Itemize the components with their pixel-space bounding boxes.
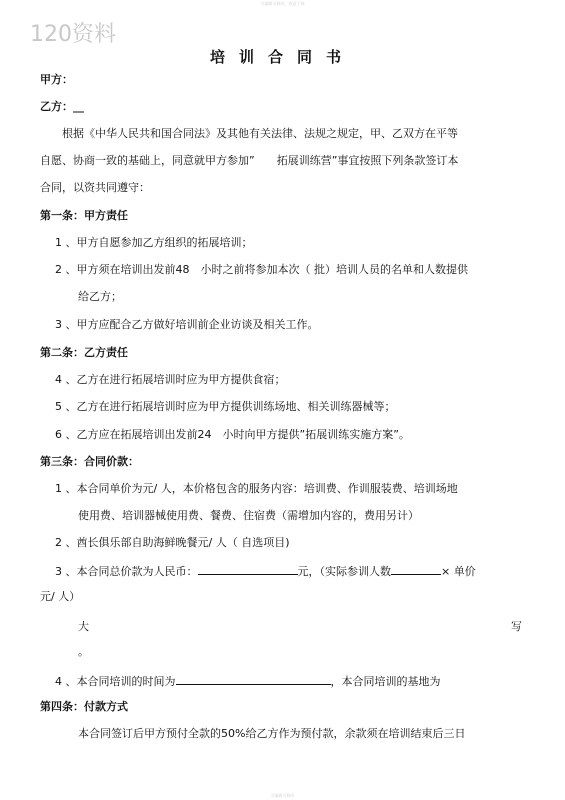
training-time-label: 4 、本合同培训的时间为 <box>55 675 176 688</box>
article-2-item-4: 4 、乙方在进行拓展培训时应为甲方提供食宿； <box>55 373 286 386</box>
article-1-item-2: 2 、甲方须在培训出发前48 小时之前将参加本次（ 批）培训人员的名单和人数提供 <box>55 263 468 276</box>
article-4-heading: 第四条：付款方式 <box>40 700 128 713</box>
article-3-item-1: 1 、本合同单价为元/ 人，本价格包含的服务内容：培训费、作训服装费、培训场地 <box>55 482 458 495</box>
amount-in-words-line <box>78 618 522 634</box>
participants-label: 元，（实际参训人数 <box>297 565 391 578</box>
party-a-label: 甲方： <box>40 73 73 86</box>
article-3-item-2: 2 、酋长俱乐部自助海鲜晚餐元/ 人（ 自选项目) <box>55 536 290 549</box>
bottom-note: 可编辑可修改 <box>270 793 295 798</box>
article-2-heading: 第二条：乙方责任 <box>40 346 128 359</box>
article-1-item-3: 3 、甲方应配合乙方做好培训前企业访谈及相关工作。 <box>55 318 319 331</box>
article-2-item-5: 5 、乙方在进行拓展培训时应为甲方提供训练场地、相关训练器械等； <box>55 400 396 413</box>
training-time-blank <box>176 673 331 685</box>
article-1-item-1: 1 、甲方自愿参加乙方组织的拓展培训； <box>55 236 253 249</box>
article-3-item-4 <box>55 673 441 689</box>
party-b-blank: __ <box>73 100 84 113</box>
top-note: 可编辑可修改，欢迎下载 <box>260 1 305 6</box>
article-4-line-1: 本合同签订后甲方预付全款的50%给乙方作为预付款，余款须在培训结束后三日 <box>78 727 466 740</box>
amount-words-end: 。 <box>78 645 89 658</box>
participants-blank <box>391 563 441 575</box>
article-3-item-3-cont: 元/ 人） <box>40 590 81 603</box>
party-b-line <box>40 100 84 114</box>
preamble-line-3: 合同，以资共同遵守： <box>40 181 150 194</box>
article-1-heading: 第一条：甲方责任 <box>40 209 128 222</box>
training-base-label: ，本合同培训的基地为 <box>330 675 441 688</box>
party-b-label: 乙方： <box>40 100 73 113</box>
amount-words-left: 大 <box>78 620 89 633</box>
preamble-line-2: 自愿、协商一致的基础上，同意就甲方参加” 拓展训练营”事宜按照下列条款签订本 <box>40 154 459 167</box>
watermark-logo: 120资料 <box>30 22 116 47</box>
amount-words-right: 写 <box>511 620 522 633</box>
total-price-blank <box>198 563 298 575</box>
document-title: 培训合同书 <box>209 48 355 66</box>
unit-price-label: × 单价 <box>441 565 476 578</box>
preamble-line-1: 根据《中华人民共和国合同法》及其他有关法律、法规之规定，甲、乙双方在平等 <box>62 127 458 140</box>
article-2-item-6: 6 、乙方应在拓展培训出发前24 小时向甲方提供”拓展训练实施方案”。 <box>55 428 410 441</box>
article-3-item-1-cont: 使用费、培训器械使用费、餐费、住宿费（需增加内容的，费用另计） <box>78 509 419 522</box>
total-price-label: 3 、本合同总价款为人民币： <box>55 565 198 578</box>
article-1-item-2-cont: 给乙方； <box>78 290 122 303</box>
article-3-heading: 第三条：合同价款： <box>40 455 139 468</box>
article-3-item-3 <box>55 563 476 579</box>
